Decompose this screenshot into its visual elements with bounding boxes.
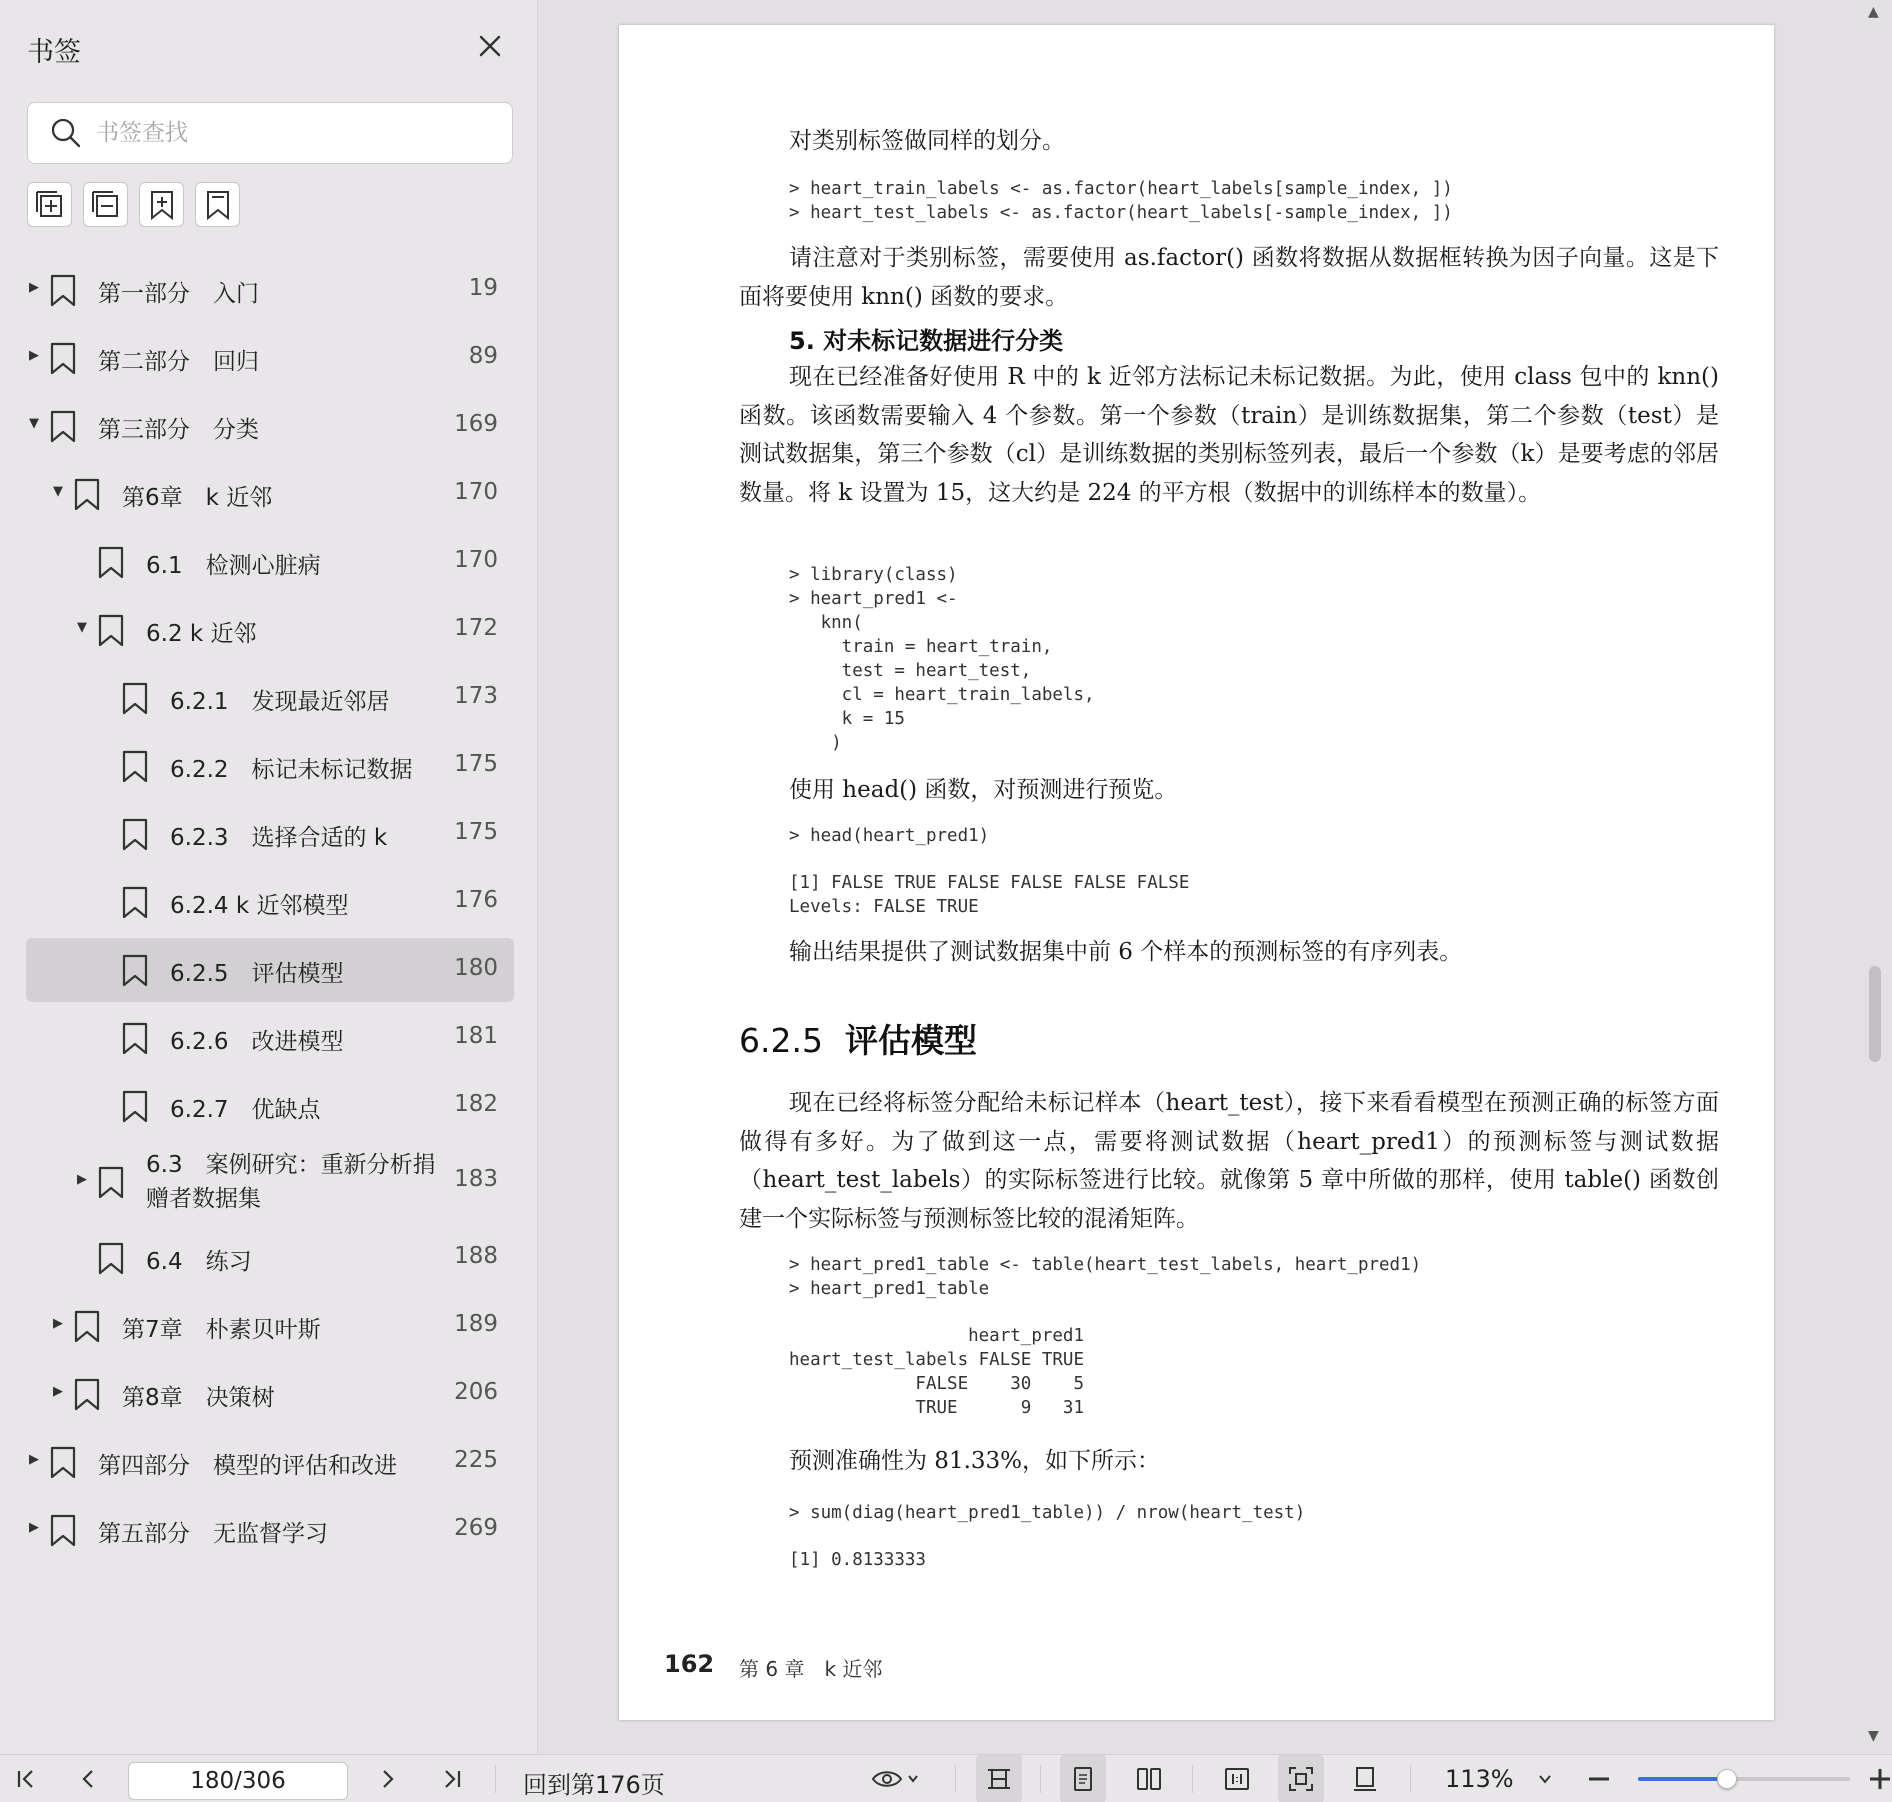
bookmark-page-number: 170 bbox=[454, 479, 498, 505]
expand-down-icon[interactable]: ▼ bbox=[77, 620, 87, 635]
bookmark-icon bbox=[48, 342, 78, 376]
paragraph: 使用 head() 函数，对预测进行预览。 bbox=[789, 777, 1178, 803]
bookmark-icon bbox=[120, 818, 150, 852]
bookmark-label: 第6章 k 近邻 bbox=[122, 485, 273, 511]
previous-page-icon[interactable] bbox=[70, 1755, 106, 1802]
bookmark-label: 6.2.2 标记未标记数据 bbox=[170, 757, 413, 783]
bookmark-label: 第二部分 回归 bbox=[98, 349, 259, 375]
bookmark-page-number: 89 bbox=[468, 343, 498, 369]
zoom-in-icon[interactable] bbox=[1866, 1755, 1892, 1802]
bookmark-icon bbox=[96, 614, 126, 648]
bookmark-icon bbox=[120, 954, 150, 988]
code-block: > heart_pred1_table <- table(heart_test_labels, heart_pred1) > heart_pred1_table bbox=[789, 1255, 1422, 1299]
expand-right-icon[interactable]: ▶ bbox=[53, 1316, 63, 1331]
actual-size-icon[interactable] bbox=[1214, 1755, 1260, 1802]
fit-width-icon[interactable] bbox=[976, 1755, 1022, 1802]
bookmark-item[interactable] bbox=[26, 258, 514, 322]
next-page-icon[interactable] bbox=[370, 1755, 406, 1802]
bookmark-item[interactable] bbox=[26, 598, 514, 662]
paragraph: 请注意对于类别标签，需要使用 as.factor() 函数将数据从数据框转换为因子向量。这是下面将要使用 knn() 函数的要求。 bbox=[739, 245, 1719, 310]
scroll-down-icon[interactable]: ▼ bbox=[1868, 1728, 1879, 1744]
bookmark-icon bbox=[120, 682, 150, 716]
bookmark-page-number: 175 bbox=[454, 819, 498, 845]
bookmark-item[interactable] bbox=[26, 394, 514, 458]
bookmark-label: 第三部分 分类 bbox=[98, 417, 259, 443]
bookmark-page-number: 189 bbox=[454, 1311, 498, 1337]
bookmark-item[interactable] bbox=[26, 1226, 514, 1290]
bookmark-page-number: 173 bbox=[454, 683, 498, 709]
bookmark-icon bbox=[120, 1022, 150, 1056]
section-title: 评估模型 bbox=[844, 1021, 977, 1060]
bookmark-icon bbox=[48, 410, 78, 444]
rotate-page-icon[interactable] bbox=[1342, 1755, 1388, 1802]
bookmark-label: 6.4 练习 bbox=[146, 1249, 252, 1275]
bookmark-label: 第7章 朴素贝叶斯 bbox=[122, 1317, 321, 1343]
bookmark-search-box[interactable] bbox=[27, 102, 513, 164]
bookmark-page-number: 225 bbox=[454, 1447, 498, 1473]
bookmark-icon bbox=[72, 1310, 102, 1344]
bookmark-page-number: 19 bbox=[468, 275, 498, 301]
paragraph: 现在已经将标签分配给未标记样本（heart_test），接下来看看模型在预测正确的标签方面做得有多好。为了做到这一点，需要将测试数据（heart_pred1）的预测标签与测试数据（heart_test_labels）的实际标签进行比较。就像第 5 章中所做的那样，使用 table() 函数创建一个实际标签与预测标签比较的混淆矩阵。 bbox=[739, 1090, 1719, 1232]
section-number: 6.2.5 bbox=[739, 1021, 823, 1060]
expand-right-icon[interactable]: ▶ bbox=[77, 1172, 87, 1187]
bookmark-page-number: 170 bbox=[454, 547, 498, 573]
bookmark-item[interactable] bbox=[26, 1430, 514, 1494]
bookmark-icon[interactable] bbox=[195, 182, 240, 227]
expand-right-icon[interactable]: ▶ bbox=[29, 280, 39, 295]
code-block: > library(class) > heart_pred1 <- knn( train = heart_train, test = heart_test, cl = heart_train_labels, k = 15 ) bbox=[789, 565, 1095, 753]
bookmark-icon bbox=[72, 478, 102, 512]
bookmark-item[interactable] bbox=[26, 1074, 514, 1138]
bookmark-item[interactable] bbox=[26, 326, 514, 390]
running-footer: 第 6 章 k 近邻 bbox=[739, 1657, 883, 1681]
expand-all-icon[interactable] bbox=[27, 182, 72, 227]
bookmark-item[interactable] bbox=[26, 802, 514, 866]
bookmark-item[interactable] bbox=[26, 666, 514, 730]
paragraph: 现在已经准备好使用 R 中的 k 近邻方法标记未标记数据。为此，使用 class 包中的 knn() 函数。该函数需要输入 4 个参数。第一个参数（train）是训练数据集，第二个参数（test）是测试数据集，第三个参数（cl）是训练数据的类别标签列表，最后一个参数（k）是要考虑的邻居数量。将 k 设置为 15，这大约是 224 的平方根（数据中的训练样本的数量）。 bbox=[739, 364, 1719, 506]
two-page-icon[interactable] bbox=[1126, 1755, 1172, 1802]
expand-down-icon[interactable]: ▼ bbox=[29, 416, 39, 431]
bookmark-label: 6.2.4 k 近邻模型 bbox=[170, 893, 349, 919]
document-viewport[interactable] bbox=[539, 0, 1892, 1754]
paragraph: 预测准确性为 81.33%，如下所示： bbox=[789, 1448, 1161, 1474]
bookmark-page-number: 176 bbox=[454, 887, 498, 913]
bookmark-page-number: 188 bbox=[454, 1243, 498, 1269]
expand-down-icon[interactable]: ▼ bbox=[53, 484, 63, 499]
chevron-down-icon[interactable] bbox=[1530, 1755, 1560, 1802]
bookmark-icon bbox=[96, 1242, 126, 1276]
bookmark-item[interactable] bbox=[26, 1294, 514, 1358]
bookmark-item[interactable] bbox=[26, 938, 514, 1002]
expand-right-icon[interactable]: ▶ bbox=[29, 1520, 39, 1535]
bookmark-item[interactable] bbox=[26, 734, 514, 798]
paragraph: 对类别标签做同样的划分。 bbox=[789, 128, 1065, 154]
page-number-input[interactable] bbox=[128, 1762, 348, 1800]
scrollbar-thumb[interactable] bbox=[1869, 966, 1881, 1062]
bookmark-page-number: 269 bbox=[454, 1515, 498, 1541]
bookmark-page-number: 172 bbox=[454, 615, 498, 641]
eye-icon[interactable] bbox=[866, 1755, 926, 1802]
bookmark-item[interactable] bbox=[26, 1362, 514, 1426]
bookmark-toolbar bbox=[27, 182, 240, 227]
bookmark-label: 6.2.5 评估模型 bbox=[170, 961, 344, 987]
zoom-out-icon[interactable] bbox=[1582, 1755, 1616, 1802]
code-block: > head(heart_pred1) bbox=[789, 826, 990, 846]
bookmark-label: 6.2.1 发现最近邻居 bbox=[170, 689, 390, 715]
bookmark-page-number: 175 bbox=[454, 751, 498, 777]
page-number: 162 bbox=[664, 1650, 715, 1678]
subsection-heading: 5. 对未标记数据进行分类 bbox=[789, 327, 1064, 355]
bookmark-page-number: 183 bbox=[454, 1166, 498, 1192]
document-page bbox=[619, 25, 1774, 1720]
fit-page-icon[interactable] bbox=[1278, 1755, 1324, 1802]
bookmark-page-number: 206 bbox=[454, 1379, 498, 1405]
bookmark-page-number: 182 bbox=[454, 1091, 498, 1117]
search-icon bbox=[50, 117, 82, 149]
sidebar-title: 书签 bbox=[27, 37, 81, 68]
bookmark-label: 第四部分 模型的评估和改进 bbox=[98, 1453, 397, 1479]
bookmark-item[interactable] bbox=[26, 1142, 514, 1222]
bookmark-item[interactable] bbox=[26, 1498, 514, 1562]
zoom-slider[interactable] bbox=[1638, 1777, 1850, 1781]
code-output: heart_pred1 heart_test_labels FALSE TRUE FALSE 30 5 TRUE 9 31 bbox=[789, 1326, 1085, 1418]
bookmark-item[interactable] bbox=[26, 870, 514, 934]
zoom-slider-fill bbox=[1638, 1777, 1727, 1781]
bookmark-label: 6.2 k 近邻 bbox=[146, 621, 257, 647]
code-output: [1] FALSE TRUE FALSE FALSE FALSE FALSE Levels: FALSE TRUE bbox=[789, 873, 1190, 917]
bookmark-search-input[interactable] bbox=[96, 120, 476, 146]
back-to-page-link[interactable]: 回到第176页 bbox=[523, 1771, 665, 1799]
bookmark-label: 6.2.3 选择合适的 k bbox=[170, 825, 388, 851]
bottom-toolbar bbox=[0, 1754, 1892, 1802]
bookmark-icon bbox=[120, 886, 150, 920]
bookmark-page-number: 180 bbox=[454, 955, 498, 981]
zoom-level[interactable]: 113% bbox=[1445, 1765, 1514, 1793]
first-page-icon[interactable] bbox=[8, 1755, 44, 1802]
section-heading bbox=[739, 1015, 977, 1062]
code-block: > heart_train_labels <- as.factor(heart_labels[sample_index, ]) > heart_test_labels <- as.factor(heart_labels[-sample_index, ]) bbox=[789, 179, 1453, 223]
expand-right-icon[interactable]: ▶ bbox=[29, 1452, 39, 1467]
bookmark-icon bbox=[48, 1514, 78, 1548]
vertical-scrollbar[interactable] bbox=[1861, 0, 1891, 1754]
bookmark-item[interactable] bbox=[26, 462, 514, 526]
bookmark-label: 6.3 案例研究：重新分析捐赠者数据集 bbox=[146, 1152, 436, 1212]
bookmark-page-number: 169 bbox=[454, 411, 498, 437]
bookmark-label: 第8章 决策树 bbox=[122, 1385, 275, 1411]
bookmark-icon bbox=[48, 274, 78, 308]
add-bookmark-icon[interactable] bbox=[139, 182, 184, 227]
close-icon[interactable] bbox=[472, 28, 508, 64]
expand-right-icon[interactable]: ▶ bbox=[53, 1384, 63, 1399]
bookmark-icon bbox=[96, 1166, 126, 1200]
single-page-icon[interactable] bbox=[1060, 1755, 1106, 1802]
code-output: [1] 0.8133333 bbox=[789, 1550, 926, 1570]
bookmark-icon bbox=[72, 1378, 102, 1412]
bookmark-icon bbox=[48, 1446, 78, 1480]
bookmark-label: 6.2.7 优缺点 bbox=[170, 1097, 321, 1123]
bookmark-sidebar bbox=[0, 0, 538, 1754]
bookmark-label: 第五部分 无监督学习 bbox=[98, 1521, 328, 1547]
bookmark-icon bbox=[96, 546, 126, 580]
code-block: > sum(diag(heart_pred1_table)) / nrow(heart_test) bbox=[789, 1503, 1306, 1523]
paragraph: 输出结果提供了测试数据集中前 6 个样本的预测标签的有序列表。 bbox=[789, 939, 1463, 965]
bookmark-item[interactable] bbox=[26, 530, 514, 594]
scroll-up-icon[interactable]: ▲ bbox=[1868, 4, 1879, 20]
expand-right-icon[interactable]: ▶ bbox=[29, 348, 39, 363]
bookmark-label: 第一部分 入门 bbox=[98, 281, 259, 307]
bookmark-item[interactable] bbox=[26, 1006, 514, 1070]
bookmark-icon bbox=[120, 1090, 150, 1124]
bookmark-icon bbox=[120, 750, 150, 784]
bookmark-page-number: 181 bbox=[454, 1023, 498, 1049]
last-page-icon[interactable] bbox=[434, 1755, 470, 1802]
bookmark-label: 6.1 检测心脏病 bbox=[146, 553, 321, 579]
bookmark-label: 6.2.6 改进模型 bbox=[170, 1029, 344, 1055]
collapse-all-icon[interactable] bbox=[83, 182, 128, 227]
zoom-slider-handle[interactable] bbox=[1717, 1769, 1737, 1789]
